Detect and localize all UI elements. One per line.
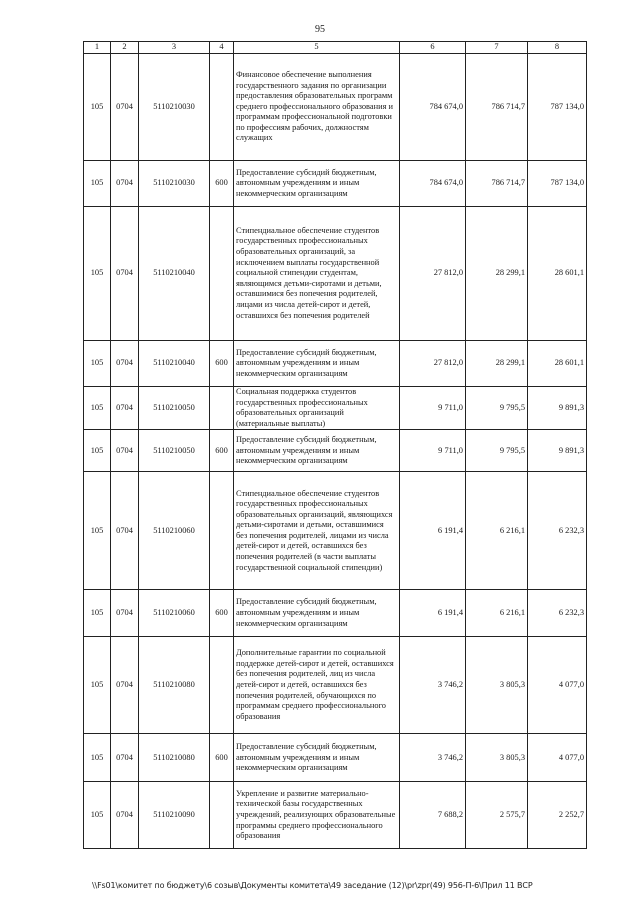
cell-section-code: 0704 xyxy=(111,207,139,341)
header-col-7: 7 xyxy=(466,42,528,54)
cell-amount-col6: 9 711,0 xyxy=(400,387,466,430)
cell-target-article: 5110210080 xyxy=(139,637,210,734)
cell-expense-type: 600 xyxy=(210,341,234,387)
cell-description: Предоставление субсидий бюджетным, автономным учреждениям и иным некоммерческим организациям xyxy=(234,161,400,207)
table-row xyxy=(84,341,587,387)
cell-description: Предоставление субсидий бюджетным, автономным учреждениям и иным некоммерческим организациям xyxy=(234,430,400,472)
cell-admin-code: 105 xyxy=(84,341,111,387)
cell-admin-code: 105 xyxy=(84,472,111,590)
cell-description: Стипендиальное обеспечение студентов государственных профессиональных образовательных организаций, за исключением выплаты государственной социальной стипендии студентам, являющимся детьми-сиротами и детьми, оставшимися без попечения родителей, лицами из числа детей-сирот и детей, оставшихся без попечения родителей xyxy=(234,207,400,341)
header-col-1: 1 xyxy=(84,42,111,54)
cell-amount-col7: 786 714,7 xyxy=(466,54,528,161)
cell-amount-col7: 9 795,5 xyxy=(466,430,528,472)
cell-amount-col6: 7 688,2 xyxy=(400,782,466,849)
cell-amount-col8: 787 134,0 xyxy=(528,161,587,207)
cell-amount-col8: 2 252,7 xyxy=(528,782,587,849)
cell-amount-col7: 3 805,3 xyxy=(466,734,528,782)
cell-amount-col7: 6 216,1 xyxy=(466,590,528,637)
table-row xyxy=(84,472,587,590)
cell-amount-col8: 28 601,1 xyxy=(528,207,587,341)
cell-admin-code: 105 xyxy=(84,430,111,472)
table-row xyxy=(84,637,587,734)
cell-amount-col6: 27 812,0 xyxy=(400,341,466,387)
table-row xyxy=(84,161,587,207)
cell-admin-code: 105 xyxy=(84,782,111,849)
header-col-3: 3 xyxy=(139,42,210,54)
budget-table xyxy=(83,41,587,849)
table-row xyxy=(84,734,587,782)
cell-amount-col6: 3 746,2 xyxy=(400,734,466,782)
cell-amount-col8: 9 891,3 xyxy=(528,430,587,472)
cell-description: Предоставление субсидий бюджетным, автономным учреждениям и иным некоммерческим организациям xyxy=(234,341,400,387)
cell-section-code: 0704 xyxy=(111,472,139,590)
cell-admin-code: 105 xyxy=(84,207,111,341)
cell-target-article: 5110210040 xyxy=(139,207,210,341)
cell-expense-type: 600 xyxy=(210,734,234,782)
cell-target-article: 5110210090 xyxy=(139,782,210,849)
table-row xyxy=(84,207,587,341)
cell-amount-col7: 3 805,3 xyxy=(466,637,528,734)
cell-expense-type xyxy=(210,54,234,161)
cell-section-code: 0704 xyxy=(111,637,139,734)
cell-description: Социальная поддержка студентов государственных профессиональных образовательных организаций (материальные выплаты) xyxy=(234,387,400,430)
cell-amount-col8: 28 601,1 xyxy=(528,341,587,387)
cell-amount-col8: 6 232,3 xyxy=(528,472,587,590)
cell-expense-type xyxy=(210,472,234,590)
table-row xyxy=(84,387,587,430)
table-row xyxy=(84,590,587,637)
cell-target-article: 5110210060 xyxy=(139,472,210,590)
cell-description: Дополнительные гарантии по социальной поддержке детей-сирот и детей, оставшихся без попечения родителей, лиц из числа детей-сирот и детей, оставшихся без попечения родителей, обучающихся по программам среднего профессионального образования xyxy=(234,637,400,734)
cell-admin-code: 105 xyxy=(84,387,111,430)
cell-target-article: 5110210080 xyxy=(139,734,210,782)
cell-amount-col7: 28 299,1 xyxy=(466,341,528,387)
cell-section-code: 0704 xyxy=(111,430,139,472)
table-row xyxy=(84,54,587,161)
cell-amount-col8: 6 232,3 xyxy=(528,590,587,637)
cell-amount-col8: 787 134,0 xyxy=(528,54,587,161)
cell-amount-col8: 9 891,3 xyxy=(528,387,587,430)
cell-description: Предоставление субсидий бюджетным, автономным учреждениям и иным некоммерческим организациям xyxy=(234,590,400,637)
cell-section-code: 0704 xyxy=(111,341,139,387)
cell-section-code: 0704 xyxy=(111,782,139,849)
cell-amount-col8: 4 077,0 xyxy=(528,734,587,782)
header-col-5: 5 xyxy=(234,42,400,54)
cell-amount-col6: 6 191,4 xyxy=(400,590,466,637)
table-body xyxy=(84,54,587,849)
cell-amount-col6: 9 711,0 xyxy=(400,430,466,472)
cell-expense-type: 600 xyxy=(210,161,234,207)
cell-target-article: 5110210030 xyxy=(139,161,210,207)
cell-section-code: 0704 xyxy=(111,54,139,161)
header-col-8: 8 xyxy=(528,42,587,54)
header-col-6: 6 xyxy=(400,42,466,54)
header-col-2: 2 xyxy=(111,42,139,54)
cell-admin-code: 105 xyxy=(84,54,111,161)
cell-admin-code: 105 xyxy=(84,734,111,782)
cell-expense-type xyxy=(210,782,234,849)
cell-amount-col6: 6 191,4 xyxy=(400,472,466,590)
cell-expense-type xyxy=(210,207,234,341)
cell-amount-col6: 3 746,2 xyxy=(400,637,466,734)
cell-target-article: 5110210050 xyxy=(139,387,210,430)
cell-target-article: 5110210030 xyxy=(139,54,210,161)
cell-description: Финансовое обеспечение выполнения государственного задания по организации предоставления образовательных программ среднего профессионального образования и программам профессиональной подготовки по профессиям рабочих, должностям служащих xyxy=(234,54,400,161)
header-row xyxy=(84,42,587,54)
cell-amount-col7: 28 299,1 xyxy=(466,207,528,341)
header-col-4: 4 xyxy=(210,42,234,54)
cell-amount-col6: 784 674,0 xyxy=(400,161,466,207)
cell-amount-col7: 2 575,7 xyxy=(466,782,528,849)
cell-description: Стипендиальное обеспечение студентов государственных профессиональных образовательных организаций, являющихся детьми-сиротами и детьми, оставшимися без попечения родителей, лицами из числа детей-сирот и детей, оставшихся без попечения родителей (в части выплаты государственной социальной стипендии) xyxy=(234,472,400,590)
cell-expense-type: 600 xyxy=(210,430,234,472)
cell-amount-col6: 784 674,0 xyxy=(400,54,466,161)
table-row xyxy=(84,782,587,849)
cell-amount-col7: 786 714,7 xyxy=(466,161,528,207)
cell-expense-type xyxy=(210,387,234,430)
cell-target-article: 5110210040 xyxy=(139,341,210,387)
cell-target-article: 5110210050 xyxy=(139,430,210,472)
cell-amount-col7: 9 795,5 xyxy=(466,387,528,430)
cell-section-code: 0704 xyxy=(111,161,139,207)
cell-section-code: 0704 xyxy=(111,590,139,637)
cell-admin-code: 105 xyxy=(84,161,111,207)
cell-amount-col6: 27 812,0 xyxy=(400,207,466,341)
cell-expense-type xyxy=(210,637,234,734)
cell-amount-col8: 4 077,0 xyxy=(528,637,587,734)
cell-admin-code: 105 xyxy=(84,637,111,734)
cell-expense-type: 600 xyxy=(210,590,234,637)
page-number: 95 xyxy=(315,24,325,35)
cell-admin-code: 105 xyxy=(84,590,111,637)
table-row xyxy=(84,430,587,472)
cell-description: Предоставление субсидий бюджетным, автономным учреждениям и иным некоммерческим организациям xyxy=(234,734,400,782)
cell-amount-col7: 6 216,1 xyxy=(466,472,528,590)
cell-section-code: 0704 xyxy=(111,387,139,430)
cell-description: Укрепление и развитие материально-технической базы государственных учреждений, реализующих образовательные программы среднего профессионального образования xyxy=(234,782,400,849)
cell-section-code: 0704 xyxy=(111,734,139,782)
cell-target-article: 5110210060 xyxy=(139,590,210,637)
footer-file-path: \\Fs01\комитет по бюджету\6 созыв\Документы комитета\49 заседание (12)\pr\zpr(49) 956-П-6\Прил 11 ВСР xyxy=(92,881,533,890)
